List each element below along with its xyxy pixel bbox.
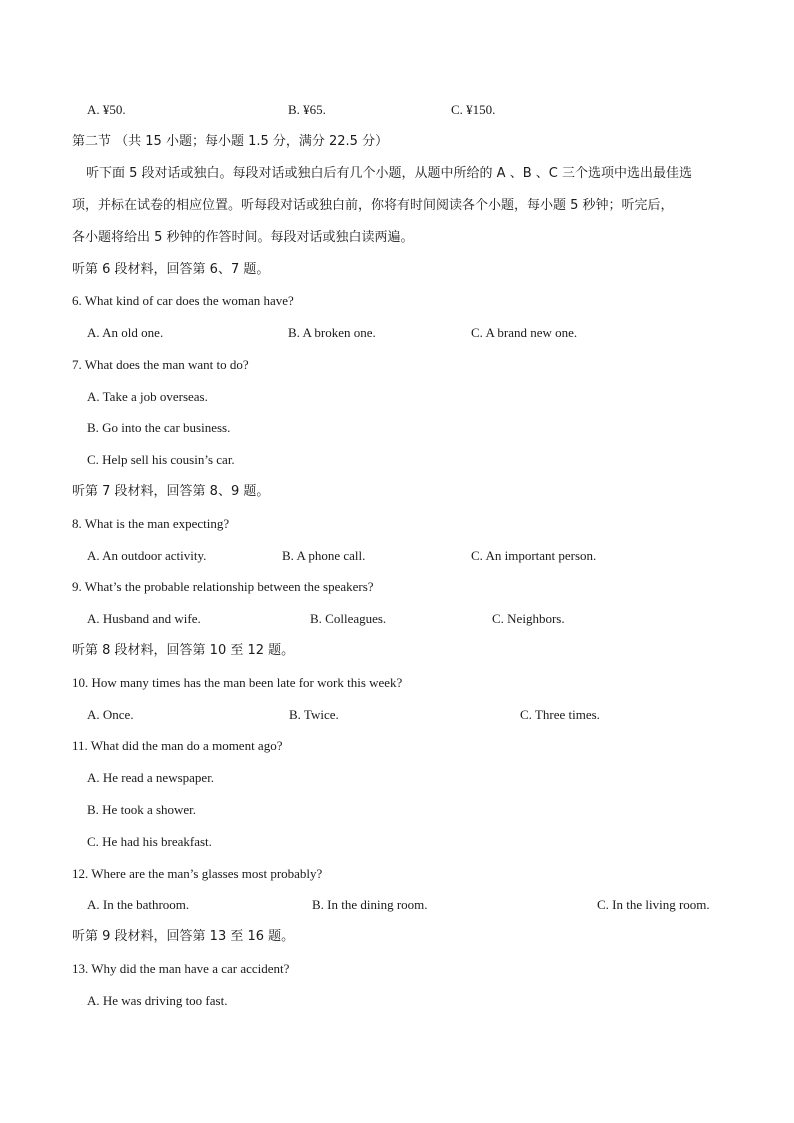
q7-option-a: A. Take a job overseas. xyxy=(87,389,208,404)
q13-option-a: A. He was driving too fast. xyxy=(87,993,228,1008)
section-instructions xyxy=(72,158,732,254)
q12-option-a: A. In the bathroom. xyxy=(87,897,190,912)
q7-option-c: C. Help sell his cousin’s car. xyxy=(87,452,235,467)
q12-option-b: B. In the dining room. xyxy=(312,897,428,912)
q9-option-c: C. Neighbors. xyxy=(492,611,565,626)
q11-option-a: A. He read a newspaper. xyxy=(87,770,215,785)
q7-option-b: B. Go into the car business. xyxy=(87,420,231,435)
group-heading: 听第 7 段材料，回答第 8、9 题。 xyxy=(72,484,270,499)
question-12: 12. Where are the man’s glasses most probably? xyxy=(72,866,323,881)
q11-option-b: B. He took a shower. xyxy=(87,802,197,817)
q11-option-c: C. He had his breakfast. xyxy=(87,834,212,849)
question-6: 6. What kind of car does the woman have? xyxy=(72,293,294,308)
group-heading: 听第 8 段材料，回答第 10 至 12 题。 xyxy=(72,643,295,658)
q5-option-c: C. ¥150. xyxy=(451,102,496,117)
q9-option-b: B. Colleagues. xyxy=(310,611,387,626)
q8-option-c: C. An important person. xyxy=(471,548,597,563)
q8-option-b: B. A phone call. xyxy=(282,548,366,563)
section-title: 第二节 （共 15 小题；每小题 1.5 分，满分 22.5 分） xyxy=(72,134,389,149)
question-8: 8. What is the man expecting? xyxy=(72,516,230,531)
instructions-line: 听下面 5 段对话或独白。每段对话或独白后有几个小题，从题中所给的 A 、B 、C 三个选项中选出最佳选 xyxy=(86,166,692,181)
group-heading: 听第 9 段材料，回答第 13 至 16 题。 xyxy=(72,929,295,944)
instructions-line: 各小题将给出 5 秒钟的作答时间。每段对话或独白读两遍。 xyxy=(72,230,414,245)
q6-option-b: B. A broken one. xyxy=(288,325,376,340)
q10-option-c: C. Three times. xyxy=(520,707,600,722)
q8-option-a: A. An outdoor activity. xyxy=(87,548,207,563)
q9-option-a: A. Husband and wife. xyxy=(87,611,201,626)
group-heading: 听第 6 段材料，回答第 6、7 题。 xyxy=(72,262,270,277)
q10-option-a: A. Once. xyxy=(87,707,134,722)
question-10: 10. How many times has the man been late for work this week? xyxy=(72,675,403,690)
q10-option-b: B. Twice. xyxy=(289,707,339,722)
question-7: 7. What does the man want to do? xyxy=(72,357,249,372)
instructions-line: 项，并标在试卷的相应位置。听每段对话或独白前，你将有时间阅读各个小题，每小题 5 秒钟；听完后， xyxy=(72,198,674,213)
q6-option-c: C. A brand new one. xyxy=(471,325,578,340)
q5-option-a: A. ¥50. xyxy=(87,102,126,117)
q6-option-a: A. An old one. xyxy=(87,325,164,340)
q12-option-c: C. In the living room. xyxy=(597,897,710,912)
q5-option-b: B. ¥65. xyxy=(288,102,326,117)
question-9: 9. What’s the probable relationship between the speakers? xyxy=(72,579,374,594)
question-13: 13. Why did the man have a car accident? xyxy=(72,961,290,976)
question-11: 11. What did the man do a moment ago? xyxy=(72,738,283,753)
